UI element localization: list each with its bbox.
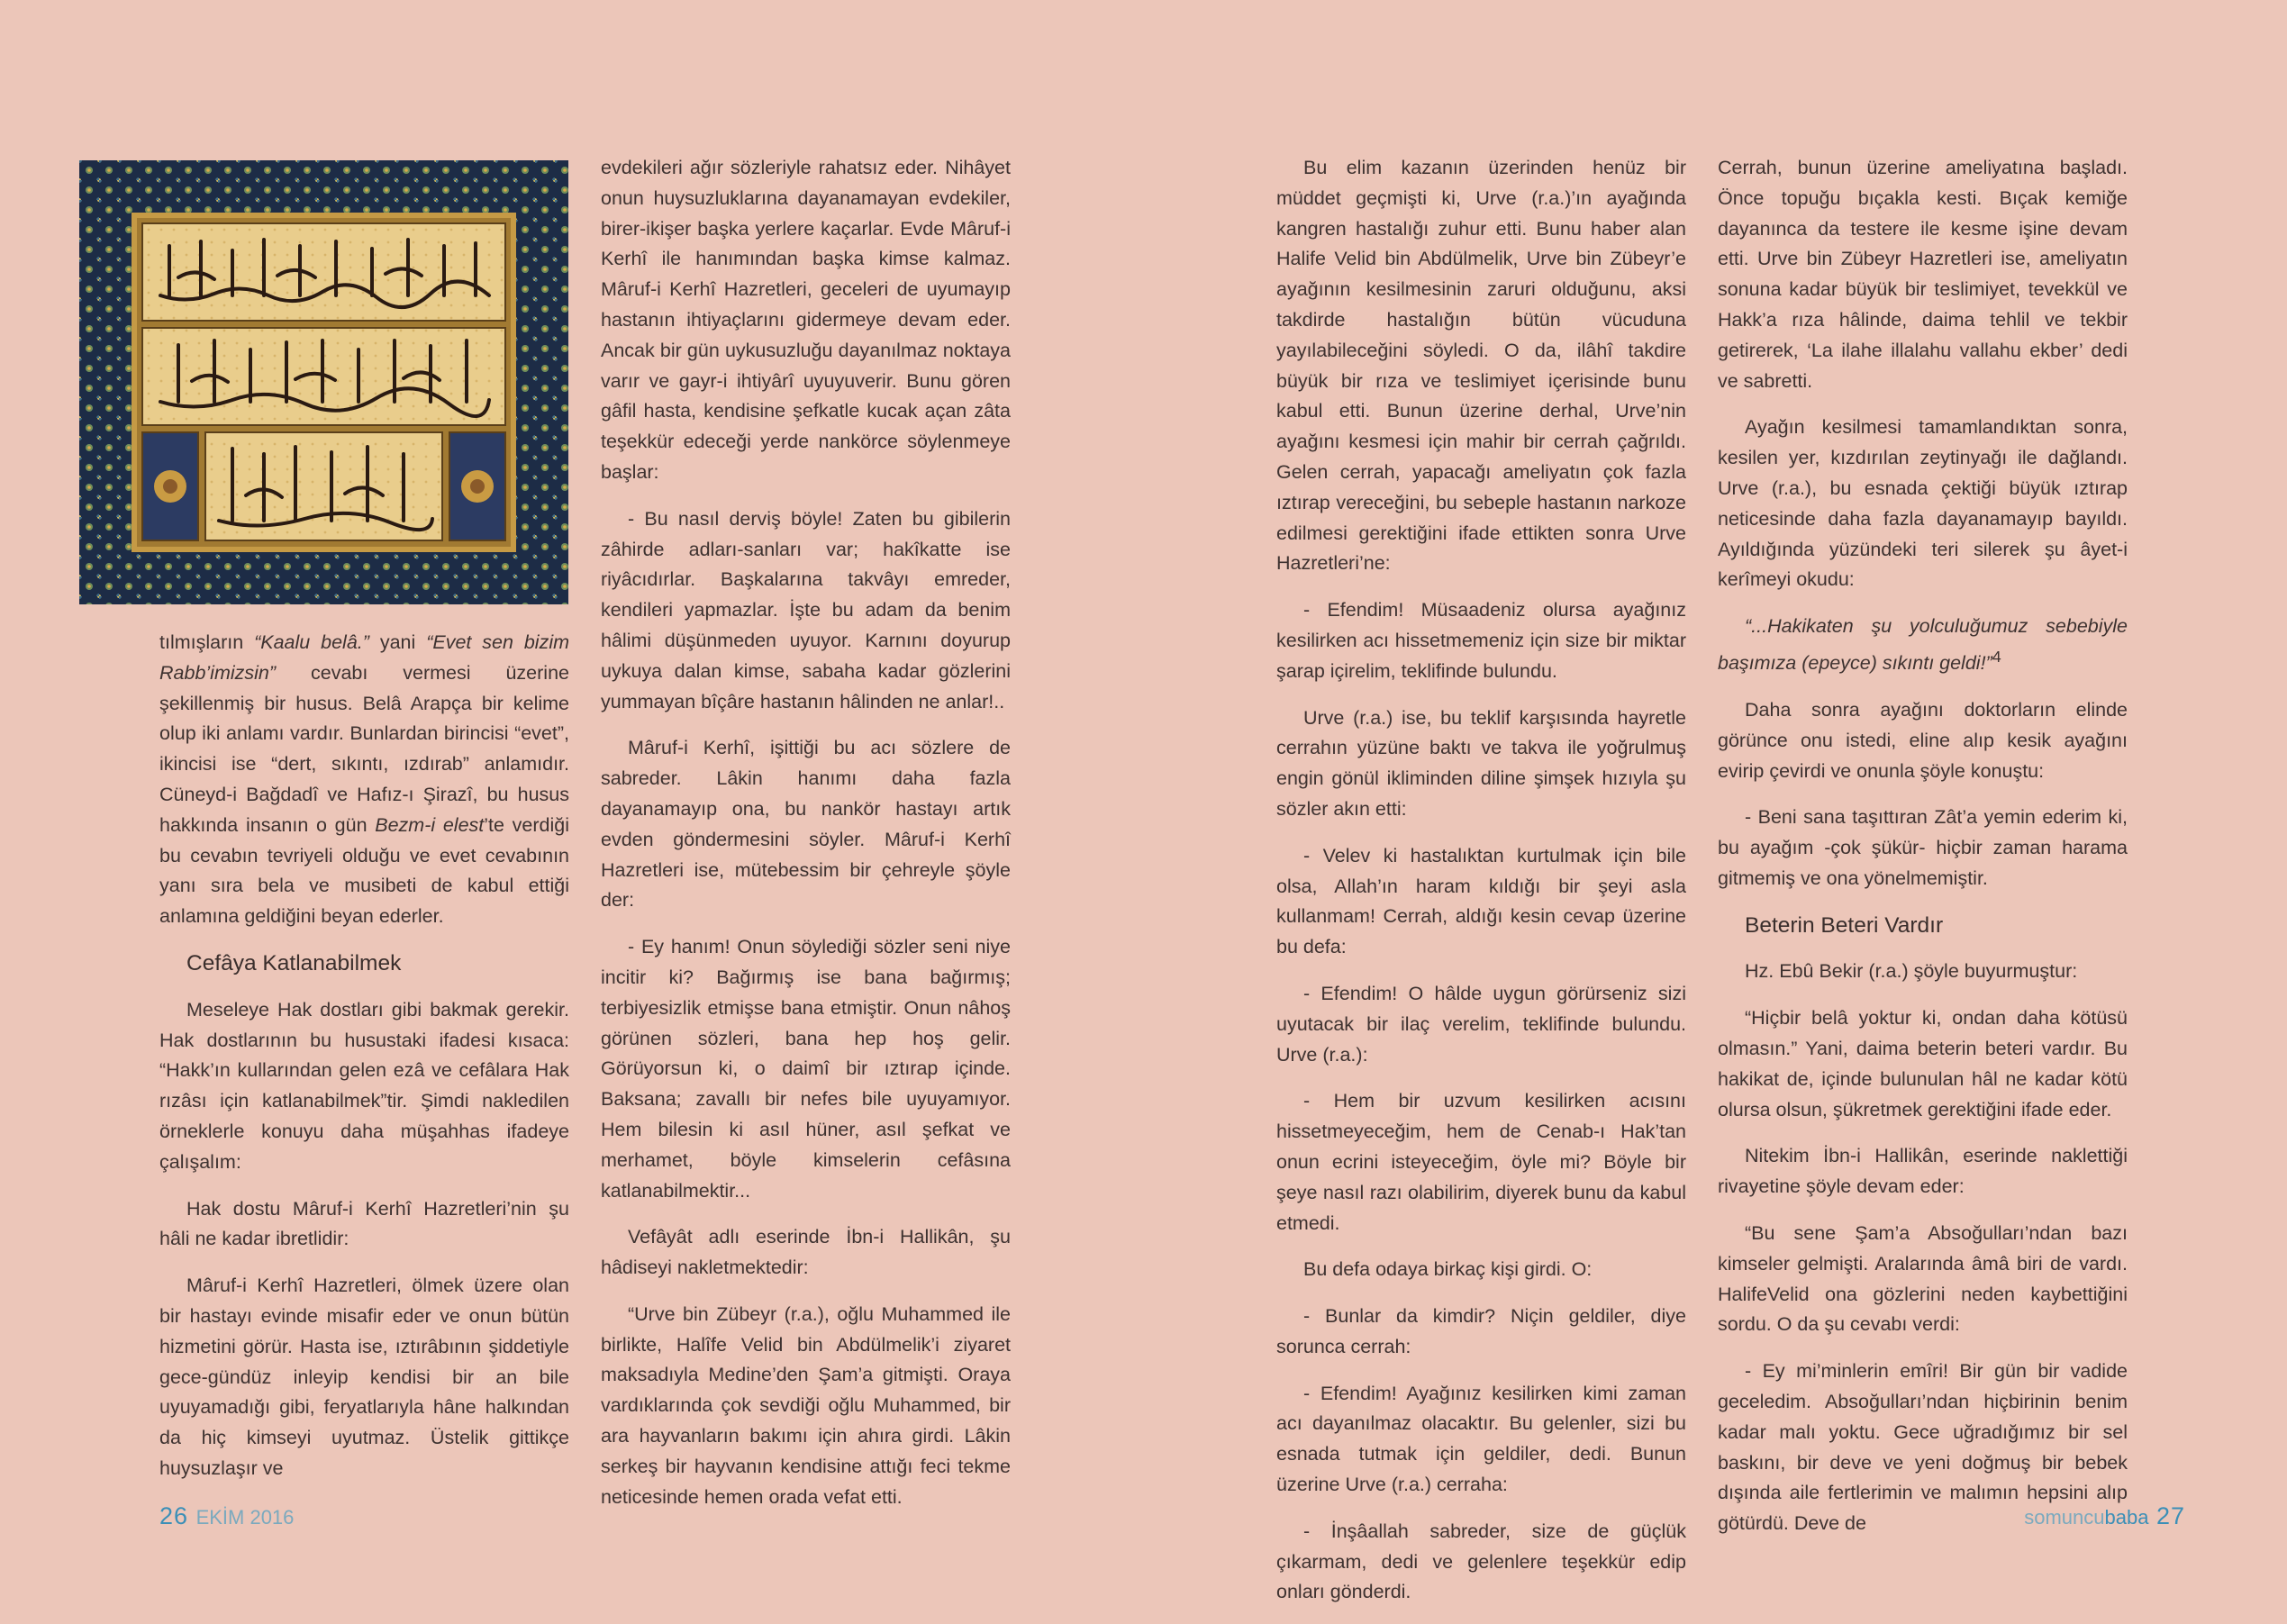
section-heading-beterin: Beterin Beteri Vardır [1745, 912, 1944, 938]
column-3 [1276, 153, 1686, 1624]
col1-paragraph: Hak dostu Mâruf-i Kerhî Hazretleri’nin şu hâli ne kadar ibretlidir: [159, 1197, 569, 1250]
issue-date: EKİM 2016 [195, 1506, 295, 1529]
col4-paragraph: “Bu sene Şam’a Absoğulları’ndan bazı kimseler gelmişti. Aralarında âmâ biri de vardı. HalifeVelid ona gözlerini neden kaybettiğini sordu. O da şu cevabı verdi: [1718, 1222, 2128, 1336]
col3-paragraph: - İnşâallah sabreder, size de güçlük çıkarmam, dedi ve gelenlere teşekkür edip onları gönderdi. [1276, 1520, 1686, 1603]
logo-part-1: somuncu [2024, 1506, 2105, 1529]
col2-paragraph: evdekileri ağır sözleriyle rahatsız eder. Nihâyet onun huysuzluklarına dayanamayan evdekiler, birer-ikişer başka yerlere kaçarlar. Evde Mâruf-i Kerhî ile hanımından başka kimse kalmaz. Mâruf-i Kerhî Hazretleri, geceleri de uyumayıp hastanın ihtiyaçlarını gidermeye devam eder. Ancak bir gün uykusuzluğu dayanılmaz noktaya varır ve gayr-i ihtiyârî uyuyuverir. Bunu gören gâfil hasta, kendisine şefkatle kucak açan zâta teşekkür edeceği yerde nankörce söylenmeye başlar: [601, 157, 1011, 483]
page-number: 26 [159, 1502, 189, 1529]
col4-paragraph: “Hiçbir belâ yoktur ki, ondan daha kötüsü olmasın.” Yani, daima beterin beteri vardır. Bu hakikat de, içinde bulunulan hâl ne kadar kötü olursa olsun, şükretmek gerektiğini ifade eder. [1718, 1007, 2128, 1120]
col4-paragraph: Hz. Ebû Bekir (r.a.) şöyle buyurmuştur: [1745, 960, 2078, 983]
col3-paragraph: - Bunlar da kimdir? Niçin geldiler, diye sorunca cerrah: [1276, 1305, 1686, 1357]
column-2 [601, 153, 1011, 1529]
calligraphy-panel-image [79, 160, 568, 604]
column-4 [1718, 153, 2128, 1556]
col4-paragraph: - Beni sana taşıttıran Zât’a yemin ederim ki, bu ayağım -çok şükür- hiçbir zaman harama gitmemiş ve ona yönelmemiştir. [1718, 806, 2128, 889]
col3-paragraph: Bu defa odaya birkaç kişi girdi. O: [1303, 1258, 1593, 1281]
col3-paragraph: Bu elim kazanın üzerinden henüz bir müddet geçmişti ki, Urve (r.a.)’ın ayağında kangren hastalığı zuhur etti. Bunu haber alan Halife Velid bin Abdülmelik, Urve bin Zübeyr’e ayağının kesilmesinin zaruri olduğunu, aksi takdirde hastalığın bütün vücuduna yayılabileceğini söyledi. O da, ilâhî takdire büyük bir rıza ve teslimiyet içerisinde bunu kabul etti. Bunun üzerine derhal, Urve’nin ayağını kesmesi için mahir bir cerrah çağrıldı. Gelen cerrah, yapacağı ameliyatın çok fazla ıztırap vereceğini, bu sebeple hastanın narkoze edilmesi gerektiğini ifade ettikten sonra Urve Hazretleri’ne: [1276, 157, 1686, 575]
column-1 [159, 628, 569, 1501]
right-page [1143, 0, 2287, 1603]
col4-paragraph: - Ey mi’minlerin emîri! Bir gün bir vadide geceledim. Absoğulları’ndan hiçbirinin benim kadar malı yoktu. Gece uğradığımız bir sel baskını, bir deve ve yeni doğmuş bir bebek dışında aile fertlerimin ve malımın hepsini alıp götürdü. Deve de [1718, 1360, 2128, 1535]
col3-paragraph: Urve (r.a.) ise, bu teklif karşısında hayretle cerrahın yüzüne baktı ve takva ile yoğrulmuş engin gönül ikliminden diline şimşek hızıyla şu sözler akın etti: [1276, 706, 1686, 820]
col4-paragraph: Ayağın kesilmesi tamamlandıktan sonra, kesilen yer, kızdırılan zeytinyağı ile dağlandı. Urve (r.a.), bu esnada çektiği büyük ıztırap neticesinde daha fazla dayanamayıp bayıldı. Ayıldığında yüzündeki teri silerek şu âyet-i kerîmeyi okudu: [1718, 416, 2128, 591]
col3-paragraph: - Velev ki hastalıktan kurtulmak için bile olsa, Allah’ın haram kıldığı bir şeyi asla kullanmam! Cerrah, aldığı kesin cevap üzerine bu defa: [1276, 844, 1686, 958]
left-page [0, 0, 1143, 1596]
col1-paragraph: Meseleye Hak dostları gibi bakmak gerekir. Hak dostlarının bu husustaki ifadesi kısaca: “Hakk’ın kullarından gelen ezâ ve cefâlara Hak rızâsı için katlanabilmek”tir. Şimdi nakledilen örneklerle konuyu daha müşahhas ifadeye çalışalım: [159, 998, 569, 1173]
col1-paragraph: Mâruf-i Kerhî Hazretleri, ölmek üzere olan bir hastayı evinde misafir eder ve onun bütün hizmetini görür. Hasta ise, ıztırâbının şiddetiyle gece-gündüz inleyip kendisi bir an bile uyuyamadığı gibi, feryatlarıyla hâne halkından da hiç kimseyi uyutmaz. Üstelik gittikçe huysuzlaşır ve [159, 1275, 569, 1479]
col3-paragraph: - Efendim! Ayağınız kesilirken kimi zaman acı dayanılmaz olacaktır. Bu gelenler, sizi bu esnada tutmak için geldiler, dedi. Bunun üzerine Urve (r.a.) cerraha: [1276, 1382, 1686, 1496]
page-number: 27 [2155, 1502, 2185, 1529]
col3-paragraph: - Hem bir uzvum kesilirken acısını hissetmeyeceğim, hem de Cenab-ı Hak’tan onun ecrini isteyeceğim, öyle mi? Böyle bir şeye nasıl razı olabilirim, diyerek bunu da kabul etmedi. [1276, 1090, 1686, 1234]
col2-paragraph: - Bu nasıl derviş böyle! Zaten bu gibilerin zâhirde adları-sanları var; hakîkatte ise riyâcıdırlar. Başkalarına takvâyı emreder, kendileri yapmazlar. İşte bu adam da benim hâlimi düşünmeden uyuyor. Karnını doyurup uykuya dalan kimse, sabaha kadar gözlerini yummayan bîçâre hastanın hâlinden ne anlar!.. [601, 507, 1011, 712]
col2-paragraph: Mâruf-i Kerhî, işittiği bu acı sözlere de sabreder. Lâkin hanımı daha fazla dayanamayıp ona, bu nankör hastayı artık evden göndermesini söyler. Mâruf-i Kerhî Hazretleri ise, mütebessim bir çehreyle şöyle der: [601, 737, 1011, 912]
col1-intro: tılmışların “Kaalu belâ.” yani “Evet sen bizim Rabb’imizsin” cevabı vermesi üzerine şekillenmiş bir husus. Belâ Arapça bir kelime olup iki anlamı vardır. Bunlardan birincisi “evet”, ikincisi ise “dert, sıkıntı, ızdırab” anlamıdır. Cüneyd-i Bağdadî ve Hafız-ı Şirazî, bu husus hakkında insanın o gün Bezm-i elest’te verdiği bu cevabın tevriyeli olduğu ve evet cevabının yanı sıra bela ve musibeti de kabul ettiği anlamına geldiğini beyan ederler. [159, 631, 570, 928]
logo-part-2: baba [2104, 1506, 2149, 1529]
section-heading-cefaya: Cefâya Katlanabilmek [186, 950, 402, 975]
col4-verse: “...Hakikaten şu yolculuğumuz sebebiyle başımıza (epeyce) sıkıntı geldi!”$^4$ [1718, 615, 2128, 675]
calligraphy-art [79, 160, 568, 604]
col2-paragraph: - Ey hanım! Onun söylediği sözler seni niye incitir ki? Bağırmış ise bana bağırmış; terbiyesizlik etmişse bana etmiştir. Onun nâhoş görünen sözleri, bana hep hoş gelir. Görüyorsun ki, o daimî bir ıztırap içinde. Baksana; zavallı bir nefes bile uyuyamıyor. Hem bilesin ki asıl hüner, asıl şefkat ve merhamet, böyle kimselerin cefâsına katlanabilmektir... [601, 936, 1011, 1202]
col4-paragraph: Daha sonra ayağını doktorların elinde görünce onu istedi, eline alıp kesik ayağını evirip çevirdi ve onunla şöyle konuştu: [1718, 698, 2128, 782]
page-number-left [159, 1502, 294, 1530]
col2-paragraph: “Urve bin Zübeyr (r.a.), oğlu Muhammed ile birlikte, Halîfe Velid bin Abdülmelik’i ziyaret maksadıyla Medine’den Şam’a gitmişti. Oraya vardıklarında çok sevdiği oğlu Muhammed, bir ara hayvanların bakımı için ahıra girdi. Lâkin serkeş bir hayvanın kendisine attığı feci tekme neticesinde hemen orada vefat etti. [601, 1302, 1011, 1508]
col3-paragraph: - Efendim! O hâlde uygun görürseniz sizi uyutacak bir ilaç verelim, teklifinde bulundu. Urve (r.a.): [1276, 982, 1686, 1066]
col3-paragraph: - Efendim! Müsaadeniz olursa ayağınız kesilirken acı hissetmemeniz için size bir miktar şarap içirelim, teklifinde bulundu. [1276, 599, 1686, 682]
col4-paragraph: Nitekim İbn-i Hallikân, eserinde naklettiği rivayetine şöyle devam eder: [1718, 1145, 2128, 1198]
magazine-logo [2024, 1506, 2148, 1529]
col2-paragraph: Vefâyât adlı eserinde İbn-i Hallikân, şu hâdiseyi nakletmektedir: [601, 1226, 1011, 1279]
page-number-right [2024, 1502, 2185, 1530]
col4-paragraph: Cerrah, bunun üzerine ameliyatına başladı. Önce topuğu bıçakla kesti. Bıçak kemiğe dayanınca da testere ile kesme işine devam etti. Urve bin Zübeyr Hazretleri ise, ameliyatın sonuna kadar büyük bir teslimiyet, tevekkül ve Hakk’a rıza hâlinde, daima tehlil ve tekbir getirerek, ‘La ilahe illalahu vallahu ekber’ dedi ve sabretti. [1718, 157, 2128, 392]
